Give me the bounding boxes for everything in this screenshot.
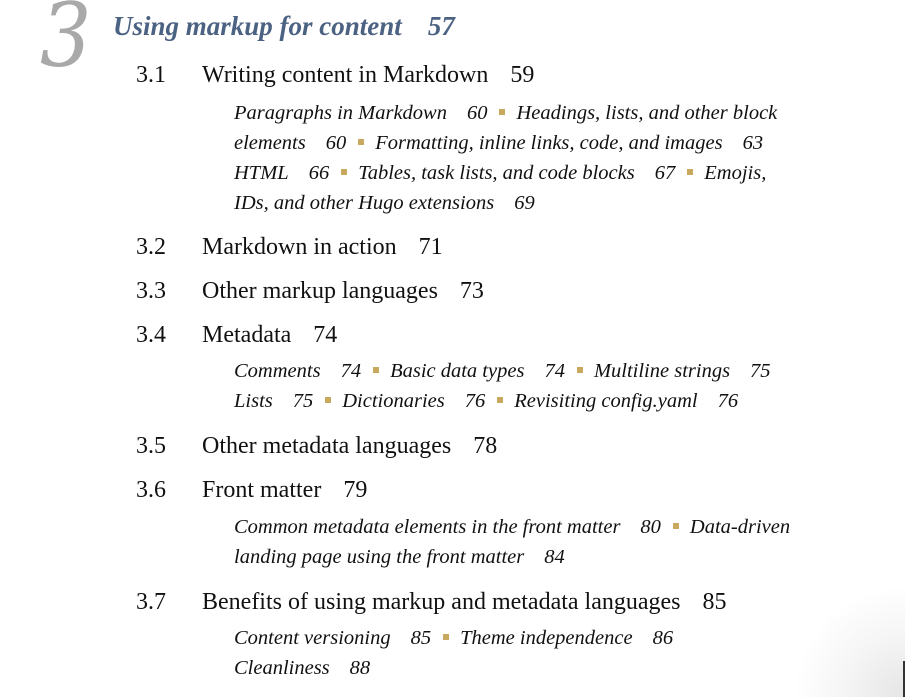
- section-number: 3.2: [136, 234, 166, 260]
- subsection-line: [234, 158, 904, 188]
- section-title: Metadata: [202, 322, 292, 348]
- toc-section-3-6[interactable]: [136, 475, 367, 505]
- section-number: 3.1: [136, 62, 166, 88]
- chapter-title: Using markup for content: [113, 11, 402, 41]
- subsection-content-versioning[interactable]: Content versioning 85: [234, 627, 432, 649]
- subsection-data-driven-landing-page-cont[interactable]: landing page using the front matter 84: [234, 546, 565, 568]
- section-number: 3.3: [136, 278, 166, 304]
- section-title: Benefits of using markup and metadata languages: [202, 589, 681, 615]
- subsection-lists[interactable]: Lists 75: [234, 390, 314, 412]
- section-page: 78: [473, 433, 498, 459]
- subsection-line: [234, 623, 904, 653]
- subsection-theme-independence[interactable]: Theme independence 86: [460, 627, 674, 649]
- subsection-emojis-ids-hugo-cont[interactable]: IDs, and other Hugo extensions 69: [234, 192, 535, 214]
- section-title: Other markup languages: [202, 278, 438, 304]
- section-title: Other metadata languages: [202, 433, 452, 459]
- subsection-headings-lists-blocks[interactable]: Headings, lists, and other block: [516, 102, 778, 124]
- chapter-page: 57: [427, 11, 455, 41]
- section-page: 59: [510, 62, 535, 88]
- subsection-headings-lists-blocks-cont[interactable]: elements 60: [234, 132, 347, 154]
- subsection-basic-data-types[interactable]: Basic data types 74: [390, 360, 565, 382]
- subsection-comments[interactable]: Comments 74: [234, 360, 362, 382]
- subsection-html[interactable]: HTML 66: [234, 162, 330, 184]
- section-page: 73: [459, 278, 484, 304]
- toc-section-3-3[interactable]: [136, 276, 484, 306]
- subsection-list-3-6: [234, 512, 904, 572]
- subsection-line: [234, 188, 904, 218]
- subsection-line: [234, 542, 904, 572]
- subsection-cleanliness[interactable]: Cleanliness 88: [234, 657, 371, 679]
- subsection-tables-tasklists-codeblocks[interactable]: Tables, task lists, and code blocks 67: [358, 162, 676, 184]
- subsection-line: [234, 356, 904, 386]
- subsection-formatting-links-code-images[interactable]: Formatting, inline links, code, and images 63: [375, 132, 764, 154]
- subsection-multiline-strings[interactable]: Multiline strings 75: [593, 360, 771, 382]
- section-page: 85: [702, 589, 727, 615]
- subsection-line: [234, 653, 904, 683]
- bullet-square-icon: [358, 139, 364, 145]
- chapter-heading[interactable]: [113, 10, 455, 42]
- section-title: Markdown in action: [202, 234, 397, 260]
- subsection-list-3-1: [234, 98, 904, 218]
- section-page: 79: [343, 477, 368, 503]
- bullet-square-icon: [373, 367, 379, 373]
- subsection-common-metadata-elements[interactable]: Common metadata elements in the front matter 80: [234, 516, 661, 538]
- subsection-revisiting-config-yaml[interactable]: Revisiting config.yaml 76: [514, 390, 739, 412]
- section-title: Front matter: [202, 477, 322, 503]
- subsection-list-3-4: [234, 356, 904, 416]
- subsection-line: [234, 98, 904, 128]
- toc-section-3-2[interactable]: [136, 232, 443, 262]
- toc-section-3-7[interactable]: [136, 587, 727, 617]
- subsection-emojis-ids-hugo[interactable]: Emojis,: [704, 162, 767, 184]
- section-page: 74: [313, 322, 338, 348]
- toc-section-3-1[interactable]: [136, 60, 534, 90]
- chapter-number: 3: [40, 0, 90, 87]
- subsection-paragraphs-in-markdown[interactable]: Paragraphs in Markdown 60: [234, 102, 488, 124]
- section-number: 3.4: [136, 322, 166, 348]
- subsection-line: [234, 386, 904, 416]
- toc-section-3-5[interactable]: [136, 431, 497, 461]
- section-title: Writing content in Markdown: [202, 62, 489, 88]
- bullet-square-icon: [673, 523, 679, 529]
- subsection-line: [234, 512, 904, 542]
- subsection-data-driven-landing-page[interactable]: Data-driven: [689, 516, 791, 538]
- section-page: 71: [418, 234, 443, 260]
- subsection-dictionaries[interactable]: Dictionaries 76: [342, 390, 486, 412]
- toc-section-3-4[interactable]: [136, 320, 337, 350]
- subsection-list-3-7: [234, 623, 904, 683]
- bullet-square-icon: [499, 109, 505, 115]
- section-number: 3.7: [136, 589, 166, 615]
- bullet-square-icon: [497, 397, 503, 403]
- bullet-square-icon: [687, 169, 693, 175]
- section-number: 3.6: [136, 477, 166, 503]
- bullet-square-icon: [577, 367, 583, 373]
- bullet-square-icon: [341, 169, 347, 175]
- section-number: 3.5: [136, 433, 166, 459]
- subsection-line: [234, 128, 904, 158]
- bullet-square-icon: [443, 634, 449, 640]
- bullet-square-icon: [325, 397, 331, 403]
